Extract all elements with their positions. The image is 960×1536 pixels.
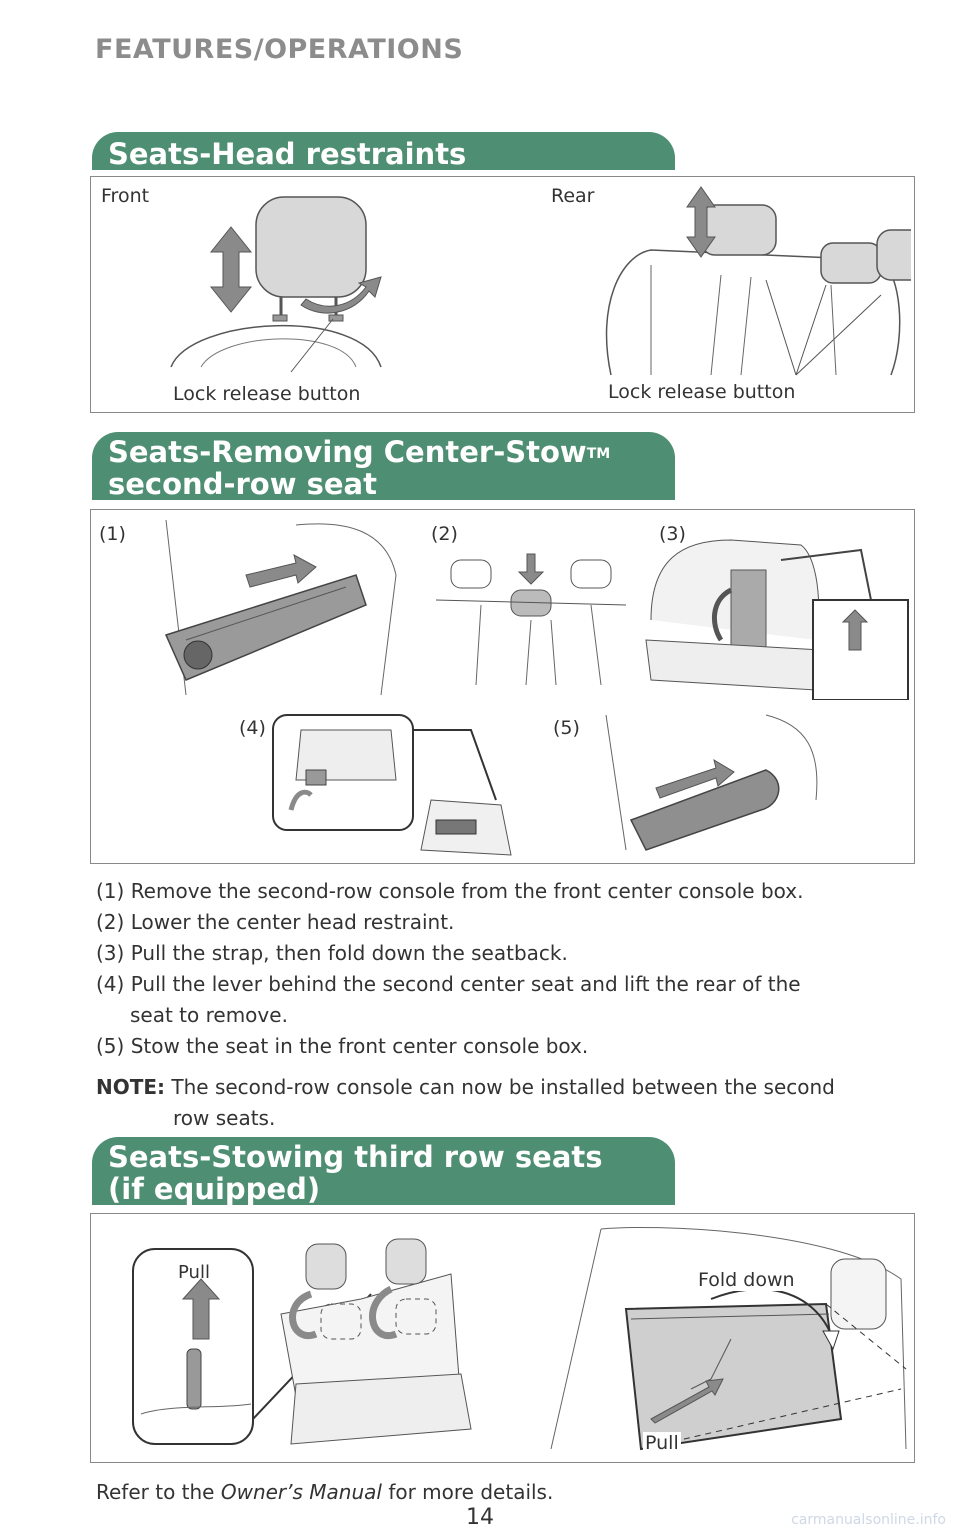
- note-block: [96, 1072, 916, 1134]
- section-tab-third-row: [92, 1137, 675, 1205]
- section-title-line1: Seats-Removing Center-Stow: [108, 435, 587, 469]
- center-stow-figure: [90, 509, 915, 864]
- step3-illustration: [641, 530, 911, 700]
- step-1-text: (1) Remove the second-row console from the front center console box.: [96, 879, 804, 903]
- refer-prefix: Refer to the: [96, 1480, 221, 1504]
- rear-head-restraints-illustration: [591, 185, 911, 380]
- step-5-text: (5) Stow the seat in the front center console box.: [96, 1034, 589, 1058]
- section-title-line1: Seats-Stowing third row seats: [108, 1140, 603, 1174]
- section-tab-center-stow: [92, 432, 675, 500]
- section-title: Seats-Head restraints: [108, 137, 467, 171]
- trademark-mark: TM: [586, 446, 611, 462]
- note-label: NOTE:: [96, 1075, 166, 1099]
- rear-label: Rear: [551, 185, 595, 207]
- section-title-line2: (if equipped): [108, 1172, 321, 1206]
- front-head-restraint-illustration: [161, 187, 421, 382]
- watermark: carmanualsonline.info: [791, 1512, 946, 1528]
- owners-manual-reference: [96, 1480, 553, 1504]
- step-3-text: (3) Pull the strap, then fold down the seatback.: [96, 941, 568, 965]
- fold-down-label: Fold down: [698, 1269, 795, 1291]
- figure-label-2: (2): [431, 523, 458, 545]
- pull-label-left: Pull: [178, 1262, 210, 1283]
- step-2-text: (2) Lower the center head restraint.: [96, 910, 455, 934]
- step1-illustration: [126, 515, 426, 705]
- step5-illustration: [586, 710, 836, 860]
- step2-illustration: [431, 550, 631, 690]
- manual-title: Owner’s Manual: [220, 1480, 382, 1504]
- figure-label-1: (1): [99, 523, 126, 545]
- page-header: FEATURES/OPERATIONS: [95, 34, 464, 65]
- note-line1: The second-row console can now be installed between the second: [171, 1075, 835, 1099]
- figure-label-3: (3): [659, 523, 686, 545]
- front-label: Front: [101, 185, 150, 207]
- page-number: 14: [466, 1505, 494, 1530]
- figure-label-4: (4): [239, 717, 266, 739]
- third-row-fold-illustration: [531, 1219, 911, 1459]
- rear-lock-release-label: Lock release button: [608, 381, 796, 403]
- section-title-line2: second-row seat: [108, 467, 377, 501]
- step-4-text: (4) Pull the lever behind the second center seat and lift the rear of the: [96, 972, 801, 996]
- refer-suffix: for more details.: [381, 1480, 554, 1504]
- note-line2: row seats.: [173, 1106, 276, 1130]
- head-restraints-figure: [90, 176, 915, 413]
- pull-label-right: Pull: [645, 1432, 679, 1454]
- step4-illustration: [271, 710, 531, 860]
- step-4-continuation: seat to remove.: [130, 1003, 288, 1027]
- section-tab-head-restraints: [92, 132, 675, 170]
- front-lock-release-label: Lock release button: [173, 383, 361, 405]
- figure-label-5: (5): [553, 717, 580, 739]
- third-row-figure: [90, 1213, 915, 1463]
- instruction-steps: [96, 876, 916, 1134]
